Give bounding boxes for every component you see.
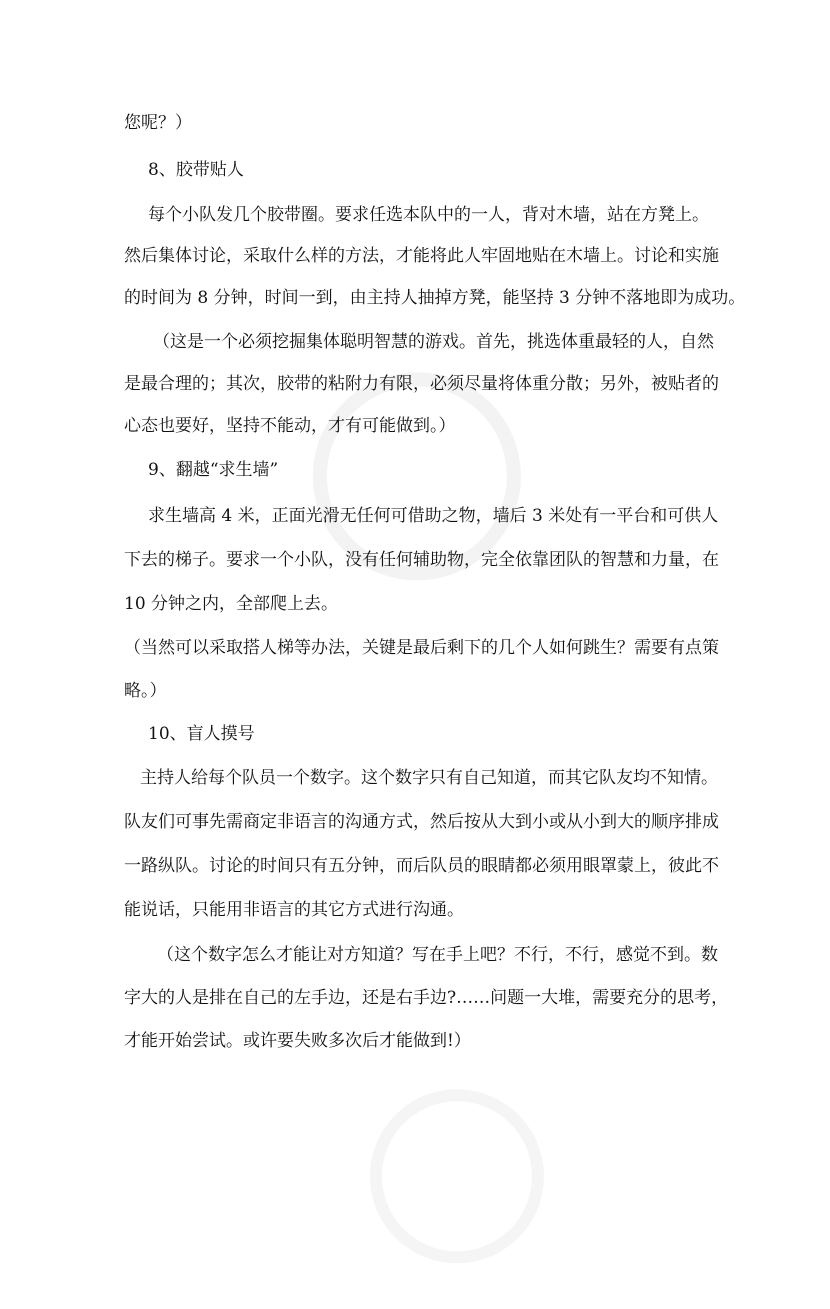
text-line: 字大的人是排在自己的左手边，还是右手边?……问题一大堆，需要充分的思考， <box>124 988 729 1008</box>
text-line: 心态也要好，坚持不能动，才有可能做到。） <box>124 416 456 436</box>
text-line: 下去的梯子。要求一个小队，没有任何辅助物，完全依靠团队的智慧和力量，在 <box>124 550 719 570</box>
text-line: 是最合理的；其次，胶带的粘附力有限，必须尽量将体重分散；另外，被贴者的 <box>124 374 719 394</box>
text-line: （这是一个必须挖掘集体聪明智慧的游戏。首先，挑选体重最轻的人，自然 <box>153 332 714 352</box>
text-line: 主持人给每个队员一个数字。这个数字只有自己知道，而其它队友均不知情。 <box>140 768 718 788</box>
text-line: 才能开始尝试。或许要失败多次后才能做到!） <box>124 1031 471 1051</box>
text-line: （当然可以采取搭人梯等办法，关键是最后剩下的几个人如何跳生？需要有点策 <box>124 638 719 658</box>
text-line: 10 分钟之内，全部爬上去。 <box>124 594 339 614</box>
heading-survival-wall: 9、翻越“求生墙” <box>148 460 279 480</box>
text-line: 一路纵队。讨论的时间只有五分钟，而后队员的眼睛都必须用眼罩蒙上，彼此不 <box>124 856 719 876</box>
text-line: 略。） <box>124 681 167 701</box>
text-line: 然后集体讨论，采取什么样的方法，才能将此人牢固地贴在木墙上。讨论和实施 <box>124 246 719 266</box>
text-line: 求生墙高 4 米，正面光滑无任何可借助之物，墙后 3 米处有一平台和可供人 <box>148 506 719 526</box>
text-line: 您呢？） <box>124 113 192 133</box>
watermark-seal-bottom <box>314 1043 547 1256</box>
text-line: 的时间为 8 分钟，时间一到，由主持人抽掉方凳，能坚持 3 分钟不落地即为成功。 <box>124 288 746 308</box>
text-line: （这个数字怎么才能让对方知道？写在手上吧？不行，不行，感觉不到。数 <box>157 945 718 965</box>
heading-tape-stick: 8、胶带贴人 <box>148 160 244 180</box>
text-line: 队友们可事先需商定非语言的沟通方式，然后按从大到小或从小到大的顺序排成 <box>124 812 719 832</box>
heading-blind-number: 10、盲人摸号 <box>148 724 255 744</box>
text-line: 能说话，只能用非语言的其它方式进行沟通。 <box>124 900 464 920</box>
text-line: 每个小队发几个胶带圈。要求任选本队中的一人，背对木墙，站在方凳上。 <box>148 205 709 225</box>
